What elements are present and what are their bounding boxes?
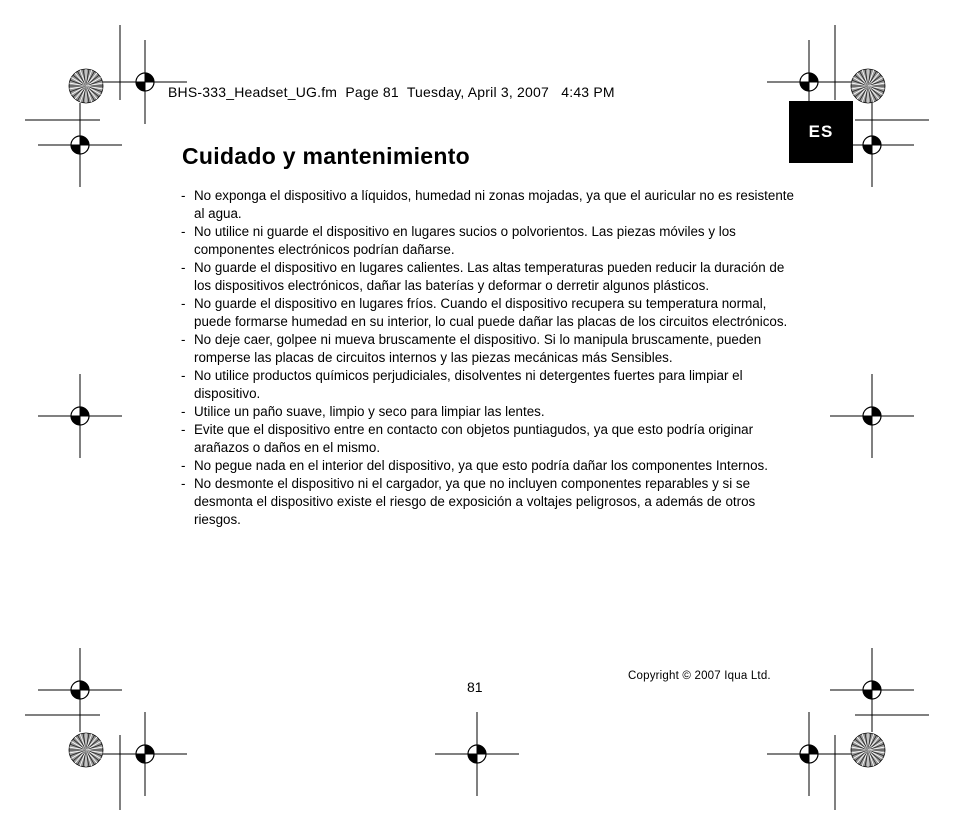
list-item-text: No guarde el dispositivo en lugares fríos. Cuando el dispositivo recupera su temperatura normal, puede formarse humedad en su interior, lo cual puede dañar las placas de los circuitos electrónicos. bbox=[194, 296, 788, 329]
list-item-text: No utilice productos químicos perjudiciales, disolventes ni detergentes fuertes para limpiar el dispositivo. bbox=[194, 368, 743, 401]
list-item-text: No pegue nada en el interior del dispositivo, ya que esto podría dañar los componentes Internos. bbox=[194, 458, 768, 473]
registration-quadrant bbox=[872, 136, 881, 145]
registration-quadrant bbox=[145, 745, 154, 754]
registration-quadrant bbox=[872, 681, 881, 690]
registration-quadrant bbox=[71, 145, 80, 154]
registration-quadrant bbox=[863, 145, 872, 154]
registration-quadrant bbox=[80, 136, 89, 145]
registration-quadrant bbox=[863, 690, 872, 699]
bullet-dash: - bbox=[181, 224, 186, 239]
list-item bbox=[180, 475, 800, 529]
bullet-dash: - bbox=[181, 260, 186, 275]
registration-quadrant bbox=[145, 73, 154, 82]
bullet-dash: - bbox=[181, 368, 186, 383]
list-item-text: No desmonte el dispositivo ni el cargador, ya que no incluyen componentes reparables y si se desmonta el dispositivo existe el riesgo de exposición a voltajes peligrosos, a además de otros riesgos. bbox=[194, 476, 756, 527]
copyright-notice: Copyright © 2007 Iqua Ltd. bbox=[628, 670, 771, 682]
care-instructions-list bbox=[180, 187, 800, 529]
list-item-text: Evite que el dispositivo entre en contacto con objetos puntiagudos, ya que esto podría originar arañazos o daños en el mismo. bbox=[194, 422, 754, 455]
list-item bbox=[180, 457, 800, 475]
registration-quadrant bbox=[809, 73, 818, 82]
page-title: Cuidado y mantenimiento bbox=[182, 143, 471, 169]
registration-quadrant bbox=[863, 416, 872, 425]
list-item-text: Utilice un paño suave, limpio y seco para limpiar las lentes. bbox=[194, 404, 545, 419]
list-item bbox=[180, 421, 800, 457]
language-tab bbox=[789, 101, 853, 163]
print-header-info: BHS-333_Headset_UG.fm Page 81 Tuesday, April 3, 2007 4:43 PM bbox=[168, 84, 615, 100]
list-item bbox=[180, 259, 800, 295]
bullet-dash: - bbox=[181, 476, 186, 491]
registration-quadrant bbox=[136, 754, 145, 763]
list-item bbox=[180, 223, 800, 259]
registration-quadrant bbox=[477, 745, 486, 754]
list-item-text: No utilice ni guarde el dispositivo en lugares sucios o polvorientos. Las piezas móviles y los componentes electrónicos podrían dañarse. bbox=[194, 224, 736, 257]
registration-quadrant bbox=[872, 407, 881, 416]
bullet-dash: - bbox=[181, 422, 186, 437]
list-item bbox=[180, 295, 800, 331]
list-item bbox=[180, 331, 800, 367]
bullet-dash: - bbox=[181, 404, 186, 419]
list-item-text: No exponga el dispositivo a líquidos, humedad ni zonas mojadas, ya que el auricular no es resistente al agua. bbox=[194, 188, 794, 221]
page-number: 81 bbox=[467, 679, 483, 695]
registration-quadrant bbox=[80, 407, 89, 416]
registration-quadrant bbox=[136, 82, 145, 91]
registration-quadrant bbox=[71, 690, 80, 699]
list-item bbox=[180, 367, 800, 403]
registration-quadrant bbox=[809, 745, 818, 754]
list-item bbox=[180, 403, 800, 421]
registration-quadrant bbox=[468, 754, 477, 763]
registration-quadrant bbox=[71, 416, 80, 425]
bullet-dash: - bbox=[181, 188, 186, 203]
registration-quadrant bbox=[800, 82, 809, 91]
registration-quadrant bbox=[80, 681, 89, 690]
list-item-text: No deje caer, golpee ni mueva bruscamente el dispositivo. Si lo manipula bruscamente, pueden romperse las placas de circuitos internos y las piezas mecánicas más Sensibles. bbox=[194, 332, 762, 365]
list-item-text: No guarde el dispositivo en lugares calientes. Las altas temperaturas pueden reducir la duración de los dispositivos electrónicos, dañar las baterías y deformar o derretir algunos plásticos. bbox=[194, 260, 785, 293]
bullet-dash: - bbox=[181, 296, 186, 311]
bullet-dash: - bbox=[181, 458, 186, 473]
registration-quadrant bbox=[800, 754, 809, 763]
language-tab-label: ES bbox=[808, 122, 834, 141]
bullet-dash: - bbox=[181, 332, 186, 347]
list-item bbox=[180, 187, 800, 223]
